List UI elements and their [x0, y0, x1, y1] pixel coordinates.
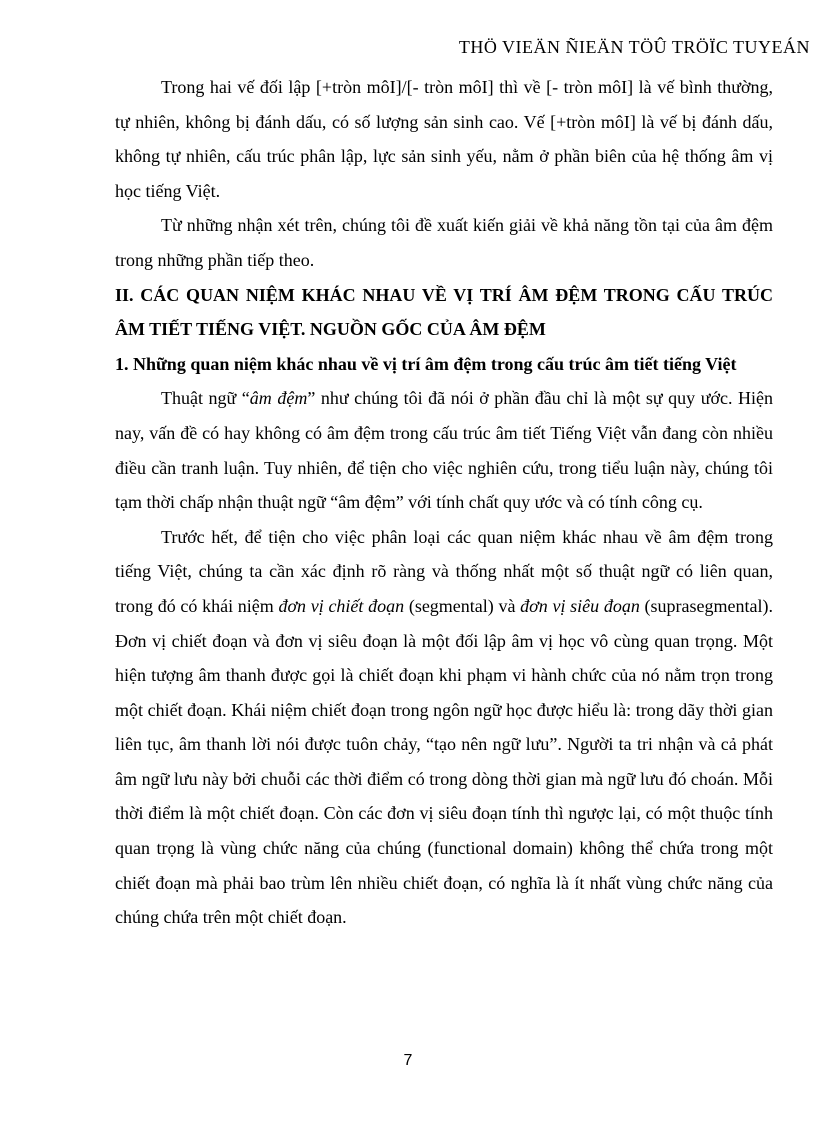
- subsection-heading: 1. Những quan niệm khác nhau về vị trí âm đệm trong cấu trúc âm tiết tiếng Việt: [115, 353, 737, 374]
- running-header: THÖ VIEÄN ÑIEÄN TÖÛ TRÖÏC TUYEÁN: [458, 37, 810, 57]
- paragraph-3-text-a: Thuật ngữ “: [161, 388, 250, 409]
- term-segmental: đơn vị chiết đoạn: [278, 595, 405, 616]
- paragraph-1: Trong hai vế đối lập [+tròn môI]/[- tròn môI] thì về [- tròn môI] là vế bình thường, tự nhiên, không bị đánh dấu, có số lượng sản sinh cao. Vế [+tròn môI] là vế bị đánh dấu, không tự nhiên, cấu trúc phân lập, lực sản sinh yếu, nằm ở phần biên của hệ thống âm vị học tiếng Việt.: [115, 77, 773, 201]
- paragraph-4-text-c: (suprasegmental). Đơn vị chiết đoạn và đơn vị siêu đoạn là một đối lập âm vị học vô cùng quan trọng. Một hiện tượng âm thanh được gọi là chiết đoạn khi phạm vi hành chức của nó nằm trọn trong một chiết đoạn. Khái niệm chiết đoạn trong ngôn ngữ học được hiểu là: trong dãy thời gian liên tục, âm thanh lời nói được tuôn chảy, “tạo nên ngữ lưu”. Người ta tri nhận và cả phát âm ngữ lưu này bởi chuỗi các thời điểm có trong dòng thời gian mà ngữ lưu đó choán. Mỗi thời điểm là một chiết đoạn. Còn các đơn vị siêu đoạn tính thì ngược lại, có một thuộc tính quan trọng là vùng chức năng của chúng (functional domain) không thể chứa trong một chiết đoạn mà phải bao trùm lên nhiều chiết đoạn, có nghĩa là ít nhất vùng chức năng của chúng chứa trên một chiết đoạn.: [115, 595, 774, 928]
- paragraph-3-text-b: ” như chúng tôi đã nói ở phần đầu chỉ là một sự quy ước. Hiện nay, vấn đề có hay không có âm đệm trong cấu trúc âm tiết Tiếng Việt vẫn đang còn nhiều điều cần tranh luận. Tuy nhiên, để tiện cho việc nghiên cứu, trong tiểu luận này, chúng tôi tạm thời chấp nhận thuật ngữ “âm đệm” với tính chất quy ước và có tính công cụ.: [115, 388, 773, 513]
- term-am-dem: âm đệm: [249, 388, 308, 409]
- paragraph-3: [115, 381, 773, 519]
- paragraph-4: [115, 520, 773, 935]
- term-suprasegmental: đơn vị siêu đoạn: [520, 595, 640, 616]
- paragraph-4-text-b: (segmental) và: [404, 595, 521, 616]
- document-body: [115, 70, 773, 935]
- paragraph-2: Từ những nhận xét trên, chúng tôi đề xuất kiến giải về khả năng tồn tại của âm đệm trong những phần tiếp theo.: [115, 215, 773, 270]
- section-heading: II. CÁC QUAN NIỆM KHÁC NHAU VỀ VỊ TRÍ ÂM ĐỆM TRONG CẤU TRÚC ÂM TIẾT TIẾNG VIỆT. NGUỒN GỐC CỦA ÂM ĐỆM: [115, 284, 773, 340]
- paragraph-4-text-a: Trước hết, để tiện cho việc phân loại các quan niệm khác nhau về âm đệm trong tiếng Việt, chúng ta cần xác định rõ ràng và thống nhất một số thuật ngữ có liên quan, trong đó có khái niệm: [115, 526, 773, 616]
- page-number: 7: [403, 1052, 413, 1069]
